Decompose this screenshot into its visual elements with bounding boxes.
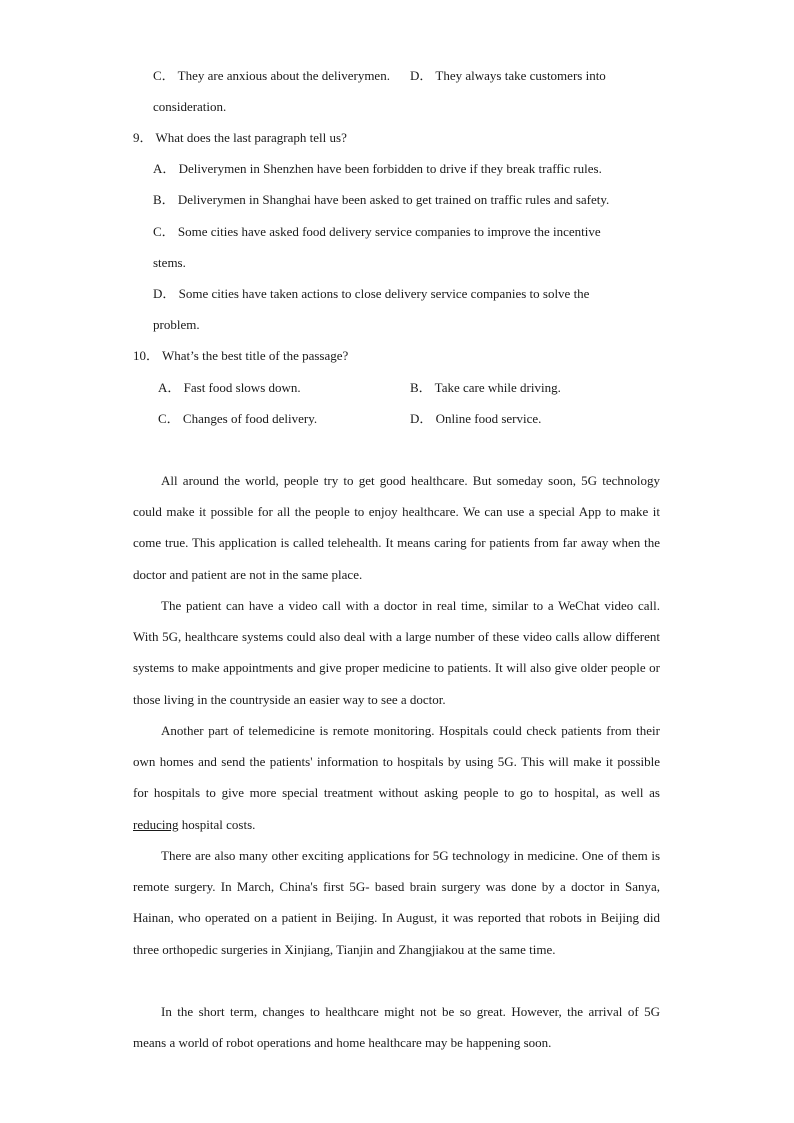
passage-paragraph-1: All around the world, people try to get good healthcare. But someday soon, 5G technology could make it possible for all the people to enjoy healthcare. We can use a special App to make it come true. This application is called telehealth. It means caring for patients from far away when the doctor and patient are not in the same place. [133, 473, 660, 582]
passage-paragraph-2: The patient can have a video call with a doctor in real time, similar to a WeChat video call. With 5G, healthcare systems could also deal with a large number of these video calls allow different systems to make appointments and give proper medicine to patients. It will also give older people or those living in the countryside an easier way to see a doctor. [133, 598, 660, 707]
q9-option-d-continued: problem. [153, 317, 200, 332]
q9-option-a: A． Deliverymen in Shenzhen have been forbidden to drive if they break traffic rules. [153, 161, 602, 176]
q9-option-b: B． Deliverymen in Shanghai have been asked to get trained on traffic rules and safety. [153, 192, 610, 207]
passage-p3-text: Another part of telemedicine is remote monitoring. Hospitals could check patients from their own homes and send the patients' information to hospitals by using 5G. This will make it possible for hospitals to give more special treatment without asking people to go to hospital, as well as [133, 723, 660, 801]
q8-option-d: D． They always take customers into [410, 68, 606, 83]
q9-option-c: C． Some cities have asked food delivery service companies to improve the incentive [153, 224, 601, 239]
underlined-word-reducing: reducing [133, 816, 179, 832]
q8-option-c: C． They are anxious about the deliverymen. [153, 68, 390, 83]
q10-option-d: D． Online food service. [410, 411, 542, 426]
passage-paragraph-3 [133, 715, 660, 840]
q10-option-c: C． Changes of food delivery. [158, 411, 318, 426]
passage-paragraph-5: In the short term, changes to healthcare might not be so great. However, the arrival of 5G means a world of robot operations and home healthcare may be happening soon. [133, 1004, 660, 1051]
passage-paragraph-4: There are also many other exciting applications for 5G technology in medicine. One of them is remote surgery. In March, China's first 5G- based brain surgery was done by a doctor in Sanya, Hainan, who operated on a patient in Beijing. In August, it was reported that robots in Beijing did three orthopedic surgeries in Xinjiang, Tianjin and Zhangjiakou at the same time. [133, 848, 660, 957]
q9-option-d: D． Some cities have taken actions to close delivery service companies to solve the [153, 286, 590, 301]
q10-option-b: B． Take care while driving. [410, 380, 561, 395]
q9-question: 9． What does the last paragraph tell us? [133, 130, 347, 145]
q10-question: 10． What’s the best title of the passage? [133, 348, 349, 363]
passage-p3-text-end: hospital costs. [178, 816, 256, 832]
q9-option-c-continued: stems. [153, 255, 186, 270]
q10-option-a: A． Fast food slows down. [158, 380, 301, 395]
q8-option-d-continued: consideration. [153, 99, 227, 114]
